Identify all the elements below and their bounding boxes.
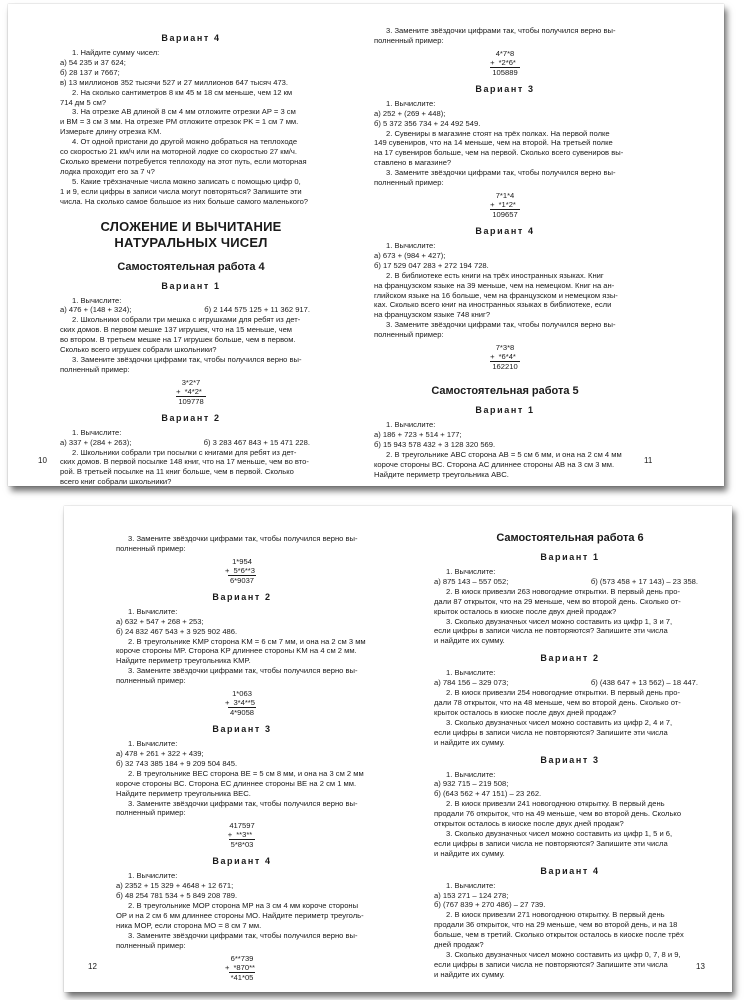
task-line: а) 2352 + 15 329 + 4648 + 12 671; [116, 881, 234, 891]
task-line: со скоростью 21 км/ч или на моторной лодке со скоростью 27 км/ч. [60, 147, 297, 157]
task-line: 1. Вычислите: [72, 295, 122, 305]
task-part-b: б) 2 144 575 125 + 11 362 917. [204, 305, 310, 315]
task-line: ских домов. В первой посылке 148 книг, что на 17 меньше, чем во вто- [60, 457, 309, 467]
plus-sign: + [225, 962, 230, 972]
digit-puzzle [374, 343, 636, 371]
task-line: дали 78 открыток, что на 48 меньше, чем во второй день. Сколько от- [434, 697, 681, 707]
puzzle-answer: 5*8*03 [230, 840, 254, 850]
task-line [60, 438, 322, 448]
task-line: б) 5 372 356 734 + 24 492 549. [374, 118, 481, 128]
variant-4-title: Вариант 4 [540, 865, 600, 876]
variant-3-title: Вариант 3 [540, 754, 600, 765]
task-line: 3. Замените звёздочки цифрами так, чтобы получился верно вы- [128, 930, 358, 940]
task-line: 2. В киоск привезли 241 новогоднюю открытку. В первый день [446, 799, 665, 809]
task-line: Найдите периметр треугольника BEC. [116, 788, 251, 798]
task-line: если цифры в записи числа не повторяются? Запишите эти числа [434, 959, 668, 969]
section-title-line-1: СЛОЖЕНИЕ И ВЫЧИТАНИЕ [100, 218, 282, 234]
puzzle-row-2: *2*6* [498, 57, 516, 67]
task-line: полненный пример: [116, 808, 186, 818]
puzzle-row-1: 1*063 [232, 689, 252, 699]
task-line: в) 13 миллионов 352 тысячи 527 и 27 миллионов 647 тысяч 473. [60, 77, 289, 87]
task-line: 3. Замените звёздочки цифрами так, чтобы получился верно вы- [72, 354, 302, 364]
task-line: а) 153 271 – 124 278; [434, 890, 509, 900]
task-line: 2. В треугольнике MOP сторона MP на 3 см 4 мм короче стороны [128, 901, 359, 911]
task-line: а) 632 + 547 + 268 + 253; [116, 616, 204, 626]
task-line: 4. От одной пристани до другой можно добраться на теплоходе [72, 137, 298, 147]
digit-puzzle [374, 49, 636, 77]
digit-puzzle [374, 191, 636, 219]
puzzle-row-2: *870** [233, 962, 255, 972]
work-5-title: Самостоятельная работа 5 [431, 385, 579, 398]
task-line: если цифры в записи числа не повторяются? Запишите эти числа [434, 727, 668, 737]
page-number: 10 [38, 456, 47, 465]
task-line: ставлено в магазине? [374, 158, 452, 168]
task-line: 1. Вычислите: [446, 880, 496, 890]
spread-pages-12-13 [64, 506, 732, 992]
task-line: 3. Сколько двузначных чисел можно составить из цифр 1, 5 и 6, [446, 828, 673, 838]
task-line: полненный пример: [374, 178, 444, 188]
task-line: 2. Школьники собрали три мешка с игрушками для ребят из дет- [72, 315, 301, 325]
task-line: 1. Вычислите: [386, 98, 436, 108]
task-part-a: а) 875 143 – 557 052; [434, 576, 509, 586]
variant-4-title: Вариант 4 [212, 856, 272, 867]
variant-1-title: Вариант 1 [161, 280, 221, 291]
puzzle-answer: 6*9037 [229, 575, 255, 585]
task-line: а) 186 + 723 + 514 + 177; [374, 429, 462, 439]
variant-2-title: Вариант 2 [161, 412, 221, 423]
task-line: 3. Сколько двузначных чисел можно составить из цифр 1, 3 и 7, [446, 616, 673, 626]
task-line: и найдите их сумму. [434, 848, 505, 858]
task-line: крыток осталось в киоске после двух дней продаж? [434, 606, 617, 616]
task-line: Сколько всего игрушек собрали школьники? [60, 345, 217, 355]
section-title [60, 219, 322, 251]
task-line [434, 577, 706, 587]
puzzle-answer: 109657 [492, 209, 518, 219]
task-line: б) 28 137 и 7667; [60, 67, 120, 77]
task-line: 1. Вычислите: [128, 606, 178, 616]
task-line: если цифры в записи числа не повторяются? Запишите эти числа [434, 626, 668, 636]
task-line: 3. Замените звёздочки цифрами так, чтобы получился верно вы- [386, 168, 616, 178]
task-line: б) 17 529 047 283 + 272 194 728. [374, 260, 489, 270]
page-number: 11 [644, 456, 653, 465]
task-line: Найдите периметр треугольника ABC. [374, 469, 509, 479]
puzzle-row-2: 5*6**3 [233, 565, 255, 575]
work-4-title: Самостоятельная работа 4 [117, 260, 265, 273]
task-line: короче стороны MP. Сторона KP длиннее стороны KM на 4 см 2 мм. [116, 646, 357, 656]
task-line: и найдите их сумму. [434, 636, 505, 646]
task-line: а) 478 + 261 + 322 + 439; [116, 748, 204, 758]
task-line: 1. Вычислите: [386, 240, 436, 250]
puzzle-answer: 4*9058 [229, 708, 255, 718]
task-line: 2. В треугольнике ABC сторона AB = 5 см 6 мм, и она на 2 см 4 мм [386, 449, 622, 459]
task-line: 2. Сувениры в магазине стоят на трёх полках. На первой полке [386, 128, 610, 138]
puzzle-row-2: *6*4* [498, 352, 516, 362]
task-line: короче стороны BC. Сторона AC длиннее стороны AB на 3 см 3 мм. [374, 459, 615, 469]
digit-puzzle [60, 378, 322, 406]
digit-puzzle [116, 954, 368, 982]
task-line: 3. Замените звёздочки цифрами так, чтобы получился верно вы- [128, 798, 358, 808]
task-line: 2. В треугольнике BEC сторона BE = 5 см 8 мм, и она на 3 см 2 мм [128, 768, 364, 778]
task-line [434, 678, 706, 688]
task-line: 3. Замените звёздочки цифрами так, чтобы получился верно вы- [128, 666, 358, 676]
variant-2-title: Вариант 2 [212, 591, 272, 602]
puzzle-row-2: 3*4**5 [233, 698, 255, 708]
task-line: ках. Сколько всего книг на иностранных языках в библиотеке, если [374, 300, 612, 310]
task-part-b: б) (573 458 + 17 143) – 23 358. [590, 576, 698, 586]
puzzle-row-1: 7*3*8 [495, 343, 515, 353]
task-part-a: а) 337 + (284 + 263); [60, 437, 132, 447]
task-line: 2. В треугольнике KMP сторона KM = 6 см 7 мм, и она на 2 см 3 мм [128, 636, 366, 646]
task-part-b: б) (438 647 + 13 562) – 18 447. [590, 678, 698, 688]
section-title-line-2: НАТУРАЛЬНЫХ ЧИСЕЛ [114, 234, 268, 250]
puzzle-row-1: 7*1*4 [495, 190, 515, 200]
task-line: лодка проходит его за 7 ч? [60, 166, 155, 176]
task-line: 714 дм 5 см? [60, 97, 107, 107]
page-number: 12 [88, 962, 97, 971]
task-line: 1. Вычислите: [128, 739, 178, 749]
task-line: на французском языке 748 книг? [374, 310, 491, 320]
task-line: а) 673 + (984 + 427); [374, 250, 446, 260]
variant-4-title: Вариант 4 [161, 33, 221, 43]
puzzle-answer: *41*05 [230, 972, 254, 982]
variant-3-title: Вариант 3 [212, 724, 272, 735]
task-line: 3. Замените звёздочки цифрами так, чтобы получился верно вы- [386, 320, 616, 330]
task-line: на 17 сувениров больше, чем на первой. Сколько всего сувениров вы- [374, 148, 624, 158]
task-line: и найдите их сумму. [434, 969, 505, 979]
task-line: ника MOP, если сторона MO = 8 см 7 мм. [116, 920, 262, 930]
puzzle-row-1: 4*7*8 [495, 48, 515, 58]
variant-4-title: Вариант 4 [475, 225, 535, 236]
task-line: а) 932 715 – 219 508; [434, 779, 509, 789]
task-line: Измерьте длину отрезка KM. [60, 127, 162, 137]
task-line: полненный пример: [374, 35, 444, 45]
task-line: продали 76 открыток, что на 49 меньше, чем во второй день. Сколько [434, 809, 682, 819]
task-line: б) 48 254 781 534 + 5 849 208 789. [116, 891, 238, 901]
puzzle-row-1: 417597 [229, 821, 255, 831]
task-line: на французском языке на 39 меньше, чем на немецком. Книг на ан- [374, 280, 615, 290]
puzzle-answer: 109778 [178, 396, 204, 406]
task-line: 1. Вычислите: [446, 668, 496, 678]
task-line: дали 87 открыток, что на 29 меньше, чем во второй день. Сколько от- [434, 596, 681, 606]
task-line: а) 252 + (269 + 448); [374, 108, 446, 118]
puzzle-answer: 105889 [492, 67, 518, 77]
variant-2-title: Вариант 2 [540, 653, 600, 664]
task-line: дней продаж? [434, 940, 484, 950]
spread-pages-10-11 [8, 4, 724, 486]
task-line [60, 305, 322, 315]
task-line: 2. В киоск привезли 263 новогодние открытки. В первый день про- [446, 586, 681, 596]
task-line: числа. На сколько самое большое из них больше самого маленького? [60, 196, 309, 206]
task-line: открыток осталось в киоске после двух дней продаж? [434, 819, 624, 829]
task-line: а) 54 235 и 37 624; [60, 57, 126, 67]
task-line: глийском языке на 16 больше, чем на французском и немецком язы- [374, 290, 618, 300]
task-part-a: а) 476 + (148 + 324); [60, 305, 132, 315]
plus-sign: + [490, 199, 495, 209]
task-line: 2. В библиотеке есть книги на трёх иностранных языках. Книг [386, 270, 604, 280]
digit-puzzle [116, 689, 368, 717]
task-line: полненный пример: [116, 940, 186, 950]
task-line: 2. В киоск привезли 271 новогоднюю открытку. В первый день [446, 910, 665, 920]
task-line: б) (767 839 + 270 486) – 27 739. [434, 900, 546, 910]
task-line: б) 32 743 385 184 + 9 209 504 845. [116, 758, 238, 768]
task-line: полненный пример: [116, 676, 186, 686]
task-line: короче стороны BC. Сторона EC длиннее стороны BE на 2 см 1 мм. [116, 778, 357, 788]
page-number: 13 [696, 962, 705, 971]
plus-sign: + [227, 830, 233, 840]
task-line: 1 и 9, если цифры в записи числа могут повторяться? Запишите эти [60, 186, 302, 196]
task-line: больше, чем в третий. Сколько открыток осталось в киоске после трёх [434, 930, 684, 940]
puzzle-row-1: 1*954 [232, 556, 252, 566]
plus-sign: + [490, 57, 495, 67]
task-line: 3. Сколько двузначных чисел можно составить из цифр 2, 4 и 7, [446, 717, 673, 727]
task-line: 1. Вычислите: [128, 871, 178, 881]
task-line: 2. Школьники собрали три посылки с книгами для ребят из дет- [72, 447, 297, 457]
task-line: 2. На сколько сантиметров 8 км 45 м 18 см меньше, чем 12 км [72, 87, 293, 97]
puzzle-row-2: *4*2* [184, 386, 202, 396]
task-line: всего книг собрали школьники? [60, 477, 172, 486]
task-line: 1. Найдите сумму чисел: [72, 48, 160, 57]
task-part-a: а) 784 156 – 329 073; [434, 678, 509, 688]
task-line: ских домов. В первом мешке 137 игрушек, что на 15 меньше, чем [60, 325, 293, 335]
task-line: рой. В третьей посылке на 11 книг больше, чем в первой. Сколько [60, 467, 294, 477]
variant-1-title: Вариант 1 [540, 552, 600, 562]
puzzle-row-2: *1*2* [498, 199, 516, 209]
task-line: OP и на 2 см 6 мм длиннее стороны MO. Найдите периметр треуголь- [116, 910, 364, 920]
task-line: если цифры в записи числа не повторяются? Запишите эти числа [434, 838, 668, 848]
variant-3-title: Вариант 3 [475, 83, 535, 94]
task-line: 2. В киоск привезли 254 новогодние открытки. В первый день про- [446, 688, 681, 698]
task-line: 1. Вычислите: [446, 769, 496, 779]
page-11 [374, 4, 636, 479]
puzzle-answer: 162210 [492, 362, 518, 372]
plus-sign: + [225, 698, 230, 708]
task-line: и найдите их сумму. [434, 737, 505, 747]
task-part-b: б) 3 283 467 843 + 15 471 228. [203, 437, 310, 447]
digit-puzzle [116, 821, 368, 849]
task-line: 5. Какие трёхзначные числа можно записать с помощью цифр 0, [72, 176, 301, 186]
task-line: 1. Вычислите: [386, 420, 436, 430]
page-12 [116, 506, 368, 986]
variant-1-title: Вариант 1 [475, 405, 535, 416]
task-line: 3. На отрезке AB длиной 8 см 4 мм отложите отрезки AP = 3 см [72, 107, 296, 117]
plus-sign: + [225, 565, 230, 575]
task-line: 1. Вычислите: [72, 427, 122, 437]
task-line: 3. Замените звёздочки цифрами так, чтобы получился верно вы- [128, 534, 358, 543]
page-13 [434, 506, 706, 980]
task-line: крыток осталось в киоске после двух дней продаж? [434, 707, 617, 717]
puzzle-row-1: 6**739 [230, 953, 254, 963]
puzzle-row-2: **3** [236, 830, 253, 840]
work-6-title: Самостоятельная работа 6 [496, 532, 644, 544]
task-line: полненный пример: [60, 364, 130, 374]
task-line: б) (643 562 + 47 151) – 23 262. [434, 789, 542, 799]
task-line: 149 сувениров, что на 14 меньше, чем на второй. На третьей полке [374, 138, 613, 148]
task-line: б) 24 832 467 543 + 3 925 902 486. [116, 626, 238, 636]
task-line: полненный пример: [116, 543, 186, 553]
page-10 [60, 4, 322, 486]
task-line: и BM = 3 см 3 мм. На отрезке PM отложите отрезок PK = 1 см 7 мм. [60, 117, 299, 127]
task-line: 3. Замените звёздочки цифрами так, чтобы получился верно вы- [386, 26, 616, 35]
task-line: продали 36 открыток, что на 29 меньше, чем во второй день, и на 18 [434, 920, 678, 930]
task-line: 1. Вычислите: [446, 567, 496, 576]
plus-sign: + [176, 386, 181, 396]
task-line: 3. Сколько двузначных чисел можно составить из цифр 0, 7, 8 и 9, [446, 950, 681, 959]
plus-sign: + [490, 352, 495, 362]
task-line: полненный пример: [374, 330, 444, 340]
task-line: во втором. В третьем мешке на 17 игрушек больше, чем в первом. [60, 335, 296, 345]
task-line: Сколько времени потребуется теплоходу на этот путь, если моторная [60, 156, 307, 166]
task-line: б) 15 943 578 432 + 3 128 320 569. [374, 439, 496, 449]
task-line: Найдите периметр треугольника KMP. [116, 656, 251, 666]
puzzle-row-1: 3*2*7 [181, 377, 201, 387]
digit-puzzle [116, 557, 368, 585]
